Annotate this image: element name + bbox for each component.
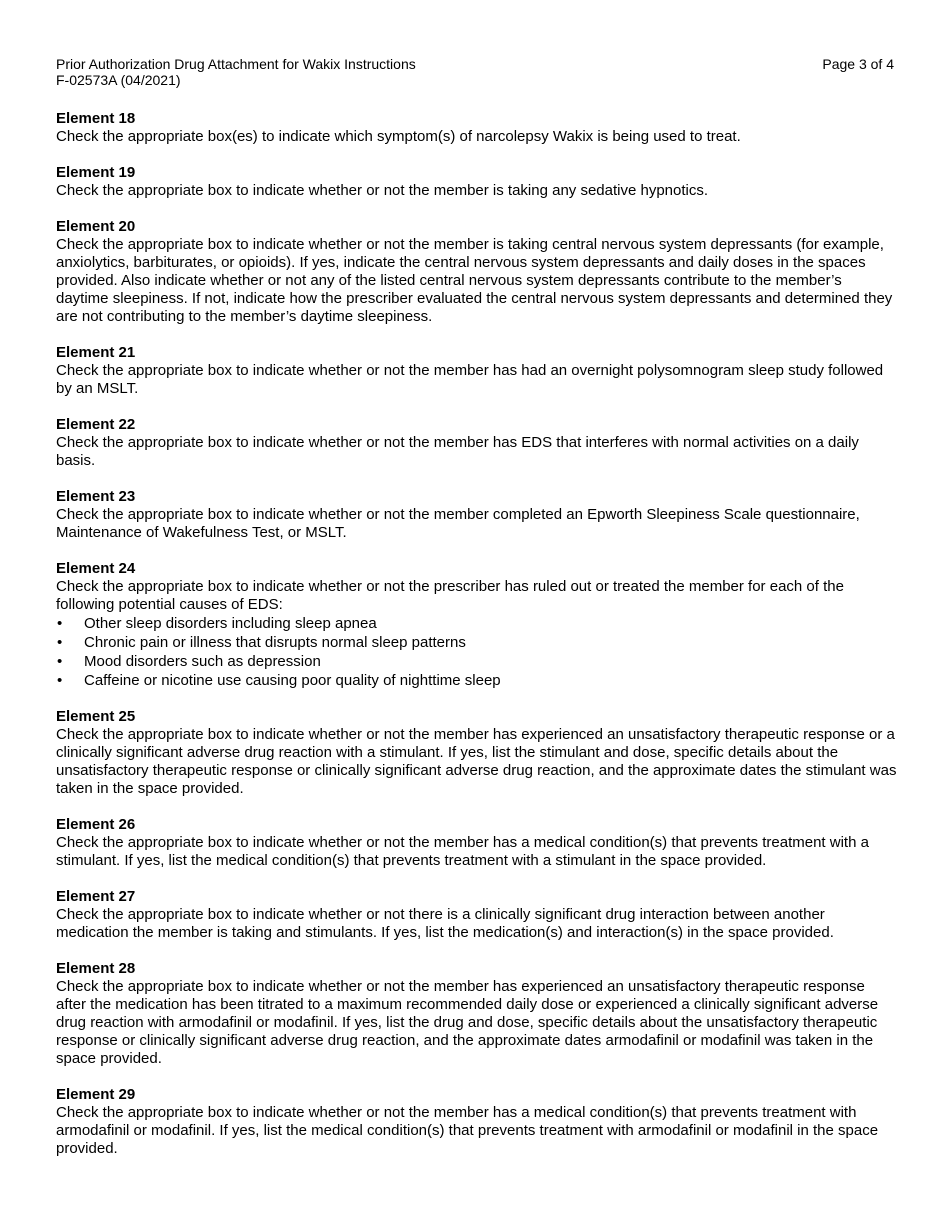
element-heading: Element 18 [56,110,136,127]
element-text: Check the appropriate box to indicate whether or not the member is taking central nervous system depressants (for example, anxiolytics, barbiturates, or opioids). If yes, indicate the central nervous system depressants and daily doses in the spaces provided. Also indicate whether or not any of the listed central nervous system depressants contribute to the member’s daytime sleepiness. If not, indicate how the prescriber evaluated the central nervous system depressants and determined they are not contributing to the member’s daytime sleepiness. [56,236,893,325]
form-number: F-02573A (04/2021) [56,72,181,88]
element-heading: Element 21 [56,344,136,361]
element-29-section [56,1086,898,1158]
element-25-section [56,708,898,798]
document-title: Prior Authorization Drug Attachment for Wakix Instructions [56,56,416,72]
element-text: Check the appropriate box to indicate whether or not the member has experienced an unsatisfactory therapeutic response or a clinically significant adverse drug reaction with a stimulant. If yes, list the stimulant and dose, specific details about the unsatisfactory therapeutic response or clinically significant adverse drug reaction, and the approximate dates the stimulant was taken in the space provided. [56,726,897,797]
element-text: Check the appropriate box to indicate whether or not the member has had an overnight polysomnogram sleep study followed by an MSLT. [56,362,884,397]
element-27-section [56,888,898,942]
element-heading: Element 20 [56,218,136,235]
element-text: Check the appropriate box to indicate whether or not the member has EDS that interferes with normal activities on a daily basis. [56,434,859,469]
element-text: Check the appropriate box to indicate whether or not the member has experienced an unsatisfactory therapeutic response after the medication has been titrated to a maximum recommended daily dose or experienced a clinically significant adverse drug reaction with armodafinil or modafinil. If yes, list the drug and dose, specific details about the unsatisfactory therapeutic response or clinically significant adverse drug reaction, and the approximate dates armodafinil or modafinil was taken in the space provided. [56,978,879,1067]
list-item: • Other sleep disorders including sleep apnea [56,614,898,633]
element-text: Check the appropriate box to indicate whether or not the prescriber has ruled out or treated the member for each of the following potential causes of EDS: [56,578,844,613]
element-text: Check the appropriate box to indicate whether or not the member has a medical condition(s) that prevents treatment with a stimulant. If yes, list the medical condition(s) that prevents treatment with a stimulant in the space provided. [56,834,869,869]
element-heading: Element 28 [56,960,136,977]
element-21-section [56,344,898,398]
list-item: • Caffeine or nicotine use causing poor quality of nighttime sleep [56,671,898,690]
element-text: Check the appropriate box(es) to indicate which symptom(s) of narcolepsy Wakix is being used to treat. [56,128,741,145]
element-heading: Element 27 [56,888,136,905]
element-26-section [56,816,898,870]
list-item: • Mood disorders such as depression [56,652,898,671]
element-heading: Element 26 [56,816,136,833]
element-23-section [56,488,898,542]
element-24-section [56,560,898,690]
instructions-body [56,110,898,1176]
element-heading: Element 19 [56,164,136,181]
element-19-section [56,164,898,200]
element-heading: Element 22 [56,416,136,433]
element-heading: Element 24 [56,560,136,577]
element-20-section [56,218,898,326]
element-heading: Element 25 [56,708,136,725]
list-item: • Chronic pain or illness that disrupts normal sleep patterns [56,633,898,652]
element-heading: Element 23 [56,488,136,505]
page-number: Page 3 of 4 [822,56,894,72]
element-text: Check the appropriate box to indicate whether or not the member is taking any sedative hypnotics. [56,182,709,199]
element-28-section [56,960,898,1068]
element-18-section [56,110,898,146]
element-text: Check the appropriate box to indicate whether or not the member has a medical condition(s) that prevents treatment with armodafinil or modafinil. If yes, list the medical condition(s) that prevents treatment with armodafinil or modafinil in the space provided. [56,1104,879,1157]
element-text: Check the appropriate box to indicate whether or not the member completed an Epworth Sleepiness Scale questionnaire, Maintenance of Wakefulness Test, or MSLT. [56,506,860,541]
element-heading: Element 29 [56,1086,136,1103]
page-header [56,56,894,88]
element-text: Check the appropriate box to indicate whether or not there is a clinically significant drug interaction between another medication the member is taking and stimulants. If yes, list the medication(s) and interaction(s) in the space provided. [56,906,834,941]
element-22-section [56,416,898,470]
eds-causes-list [56,614,898,690]
